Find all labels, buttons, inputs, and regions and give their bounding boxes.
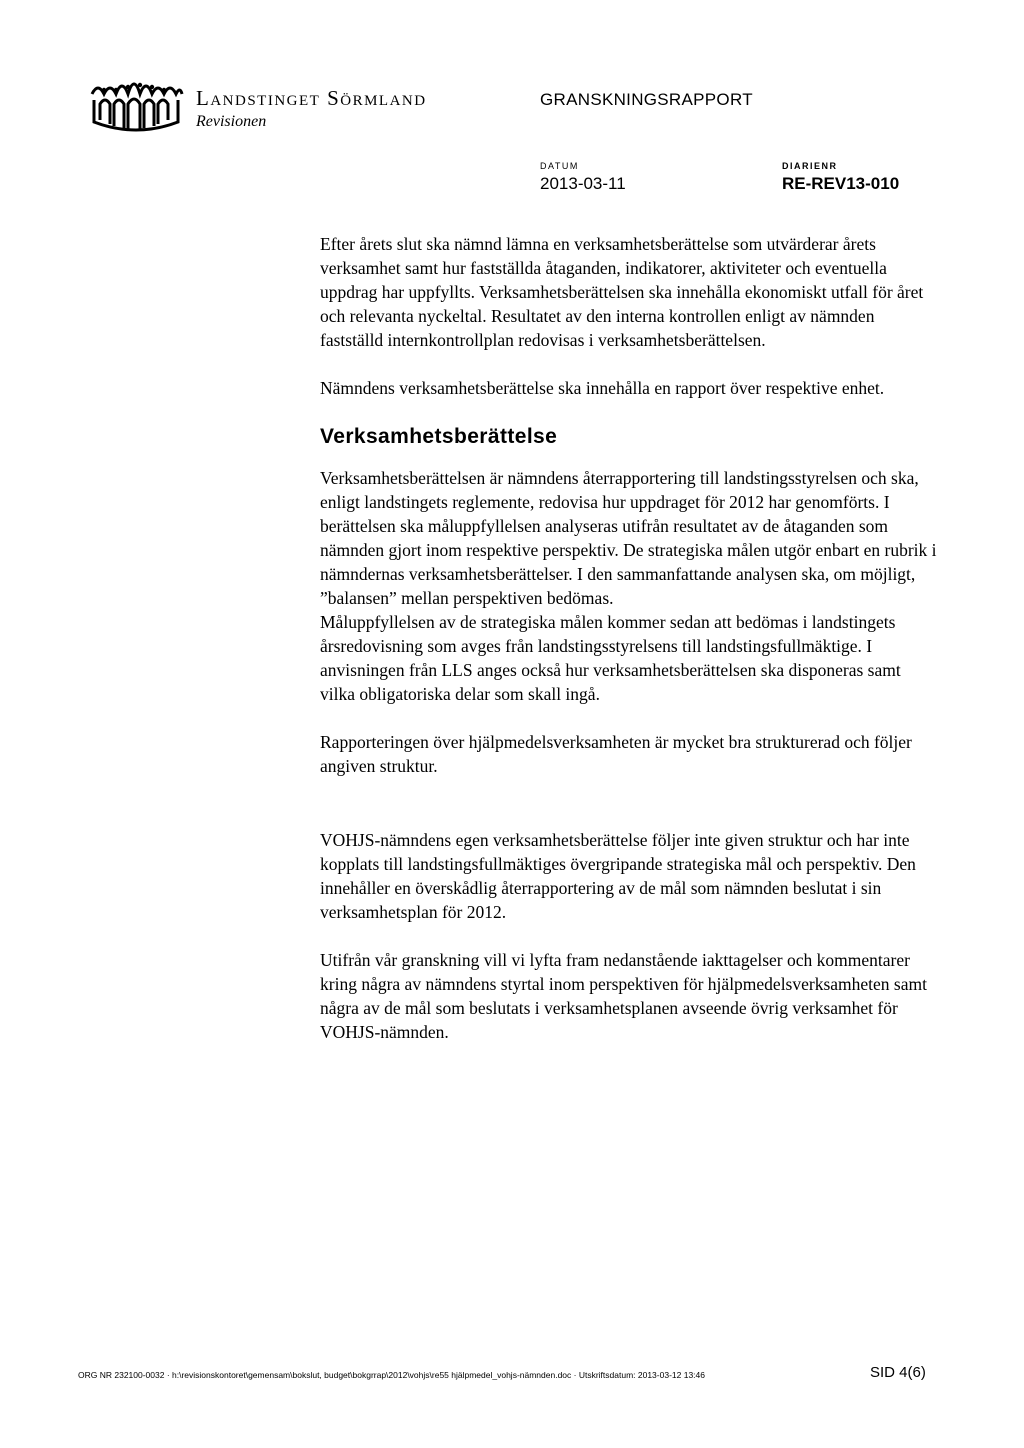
- paragraph-aids-reporting: Rapporteringen över hjälpmedelsverksamheten är mycket bra strukturerad och följer angiven struktur.: [320, 732, 912, 776]
- paragraph-intro: Efter årets slut ska nämnd lämna en verksamhetsberättelse som utvärderar årets verksamhet samt hur fastställda åtaganden, indikatorer, aktiviteter och eventuella uppdrag har uppfyllts. Verksamhetsberättelsen ska innehålla ekonomiskt utfall för året och relevanta nyckeltal. Resultatet av den interna kontrollen enligt av nämnden fastställd internkontrollplan redovisas i verksamhetsberättelsen.: [320, 234, 924, 350]
- section-heading: Verksamhetsberättelse: [320, 425, 558, 448]
- paragraph-report-purpose: Verksamhetsberättelsen är nämndens återrapportering till landstingsstyrelsen och ska, enligt landstingets reglemente, redovisa hur uppdraget för 2012 har genomförts. I berättelsen ska måluppfyllelsen analyseras utifrån resultatet av de åtaganden som nämnden gjort inom respektive perspektiv. De strategiska målen utgör enbart en rubrik i nämndernas verksamhetsberättelser. I den sammanfattande analysen ska, om möjligt, ”balansen” mellan perspektiven bedömas.: [320, 468, 937, 608]
- paragraph-observations: Utifrån vår granskning vill vi lyfta fram nedanstående iakttagelser och kommentarer kring några av nämndens styrtal inom perspektiven för hjälpmedelsverksamheten samt några av de mål som beslutats i verksamhetsplanen avseende övrig verksamhet för VOHJS-nämnden.: [320, 950, 927, 1042]
- diarienr-label: DIARIENR: [782, 161, 838, 171]
- diarienr-value: RE-REV13-010: [782, 174, 900, 193]
- paragraph-vohjs-report: VOHJS-nämndens egen verksamhetsberättelse följer inte given struktur och har inte kopplats till landstingsfullmäktiges övergripande strategiska mål och perspektiv. Den innehåller en överskådlig återrapportering av de mål som nämnden beslutat i sin verksamhetsplan för 2012.: [320, 830, 916, 922]
- organization-unit: Revisionen: [196, 113, 267, 130]
- crown-logo-icon: [88, 72, 184, 142]
- date-label: DATUM: [540, 161, 579, 171]
- paragraph-goal-assessment: Måluppfyllelsen av de strategiska målen kommer sedan att bedömas i landstingets årsredovisning som avges från landstingsstyrelsens till landstingsfullmäktige. I anvisningen från LLS anges också hur verksamhetsberättelsen ska disponeras samt vilka obligatoriska delar som skall ingå.: [320, 612, 901, 704]
- paragraph-unit-report: Nämndens verksamhetsberättelse ska innehålla en rapport över respektive enhet.: [320, 378, 885, 398]
- footer-file-info: ORG NR 232100-0032 · h:\revisionskontoret\gemensam\bokslut, budget\bokgrrap\2012\vohjs\re55 hjälpmedel_vohjs-nämnden.doc · Utskriftsdatum: 2013-03-12 13:46: [78, 1370, 705, 1380]
- organization-name: Landstinget Sörmland: [196, 86, 427, 110]
- date-value: 2013-03-11: [540, 174, 626, 193]
- page-number: SID 4(6): [870, 1364, 926, 1381]
- document-body: [320, 232, 940, 1068]
- document-type: GRANSKNINGSRAPPORT: [540, 90, 753, 109]
